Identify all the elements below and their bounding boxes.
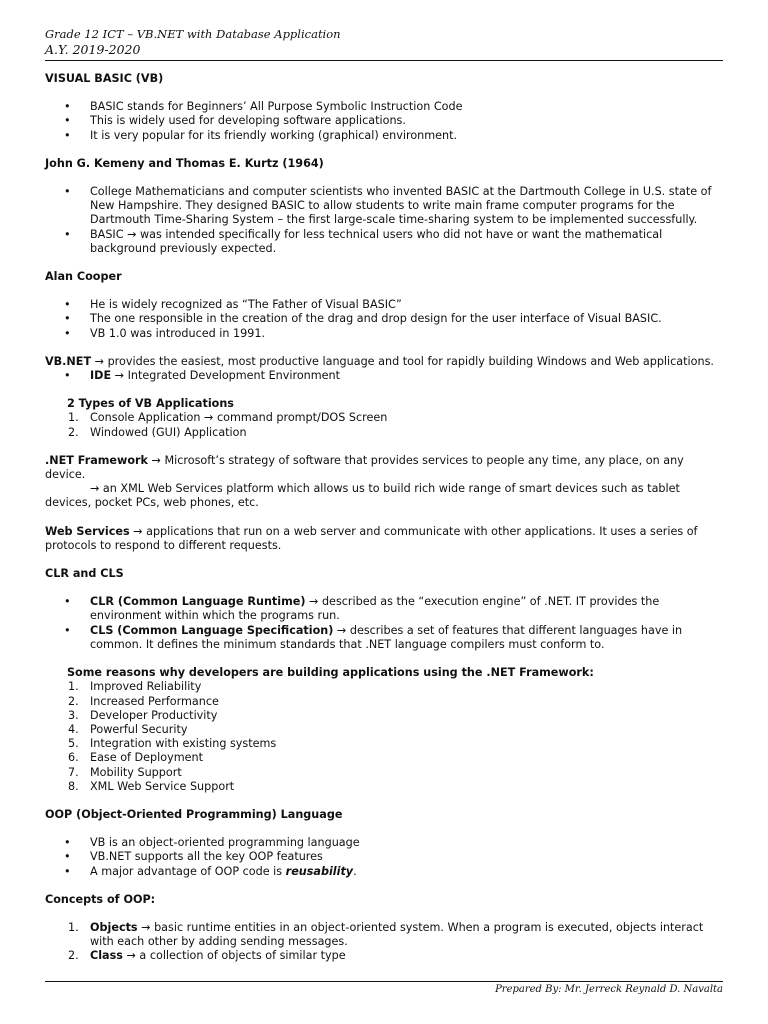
document-page (45, 0, 723, 1024)
list-item: 2. Class → a collection of objects of similar type (68, 949, 346, 963)
header-academic-year: A.Y. 2019-2020 (45, 42, 141, 57)
netfw-description: → Microsoft’s strategy of software that provides services to people any time, any place, on any device. (45, 453, 684, 482)
netfw-definition-2-cont: devices, pocket PCs, web phones, etc. (45, 496, 259, 510)
list-item: 2. Windowed (GUI) Application (68, 425, 247, 439)
netfw-definition-2 (45, 482, 723, 496)
section-kemeny-kurtz-title: John G. Kemeny and Thomas E. Kurtz (1964) (45, 156, 324, 170)
list-item: • BASIC stands for Beginners’ All Purpose Symbolic Instruction Code (45, 100, 723, 114)
list-item: • VB is an object-oriented programming language (45, 836, 723, 850)
section-oop-title: OOP (Object-Oriented Programming) Language (45, 807, 343, 821)
vbnet-description: → provides the easiest, most productive language and tool for rapidly building Windows and Web applications. (91, 354, 714, 368)
ide-term: IDE (90, 369, 112, 383)
list-item: 3. Developer Productivity (68, 708, 218, 722)
kemeny-bullet-list (45, 185, 723, 256)
header-rule (45, 60, 723, 61)
footer-rule (45, 981, 723, 982)
web-services-term: Web Services (45, 524, 130, 538)
reasons-numbered-list (45, 680, 723, 794)
header-course-title: Grade 12 ICT – VB.NET with Database Application (45, 27, 341, 41)
vbnet-bullet-list (45, 369, 723, 383)
list-item: 4. Powerful Security (68, 722, 188, 736)
list-item: 1. Objects → basic runtime entities in an object-oriented system. When a program is executed, objects interact with each other by adding sending messages. (68, 920, 704, 949)
clr-description: → described as the “execution engine” of .NET. IT provides the environment within which the programs run. (90, 595, 660, 623)
list-item: • VB.NET supports all the key OOP features (45, 850, 723, 864)
cooper-bullet-list (45, 298, 723, 341)
cls-term: CLS (Common Language Specification) (90, 623, 334, 637)
section-visual-basic-title: VISUAL BASIC (VB) (45, 72, 164, 85)
section-clr-cls-title: CLR and CLS (45, 567, 124, 581)
list-item (45, 624, 723, 652)
list-item: • College Mathematicians and computer scientists who invented BASIC at the Dartmouth College in U.S. state of New Hampshire. They designed BASIC to allow students to write main frame computer programs for the Dartmouth Time-Sharing System – the first large-scale time-sharing system to be implemented successfully. (45, 185, 723, 228)
class-term: Class (90, 949, 123, 963)
list-item: 2. Increased Performance (68, 694, 219, 708)
netfw-term: .NET Framework (45, 453, 148, 467)
reasons-title: Some reasons why developers are building applications using the .NET Framework: (67, 666, 594, 680)
oop-bullet-list (45, 836, 723, 879)
objects-term: Objects (90, 920, 138, 934)
types-title: 2 Types of VB Applications (67, 397, 234, 411)
list-item: • BASIC → was intended specifically for less technical users who did not have or want the mathematical background previously expected. (45, 228, 723, 256)
list-item: 7. Mobility Support (68, 765, 182, 779)
list-item: 1. Console Application → command prompt/DOS Screen (68, 411, 388, 425)
cls-description: → describes a set of features that different languages have in common. It defines the minimum standards that .NET language compilers must conform to. (90, 623, 683, 651)
list-item (45, 369, 723, 383)
objects-description: → basic runtime entities in an object-oriented system. When a program is executed, objects interact with each other by adding sending messages. (90, 920, 704, 949)
list-item: • VB 1.0 was introduced in 1991. (45, 327, 723, 341)
list-item: • A major advantage of OOP code is reusability. (45, 865, 723, 879)
vb-bullet-list (45, 100, 723, 143)
netfw-definition (45, 454, 723, 482)
list-item: • This is widely used for developing software applications. (45, 114, 723, 128)
section-alan-cooper-title: Alan Cooper (45, 270, 122, 284)
list-item: 6. Ease of Deployment (68, 751, 203, 765)
list-item: • The one responsible in the creation of the drag and drop design for the user interface of Visual BASIC. (45, 312, 723, 326)
list-item: • He is widely recognized as “The Father of Visual BASIC” (45, 298, 723, 312)
list-item: 8. XML Web Service Support (68, 779, 235, 793)
web-services-description: → applications that run on a web server and communicate with other applications. It uses a series of protocols to respond to different requests. (45, 524, 698, 552)
ide-description: → Integrated Development Environment (111, 369, 341, 383)
section-concepts-title: Concepts of OOP: (45, 892, 156, 906)
web-services-definition (45, 525, 723, 553)
footer-prepared-by: Prepared By: Mr. Jerreck Reynald D. Navalta (495, 984, 723, 995)
reusability-emphasis: reusability (285, 864, 354, 878)
class-description: → a collection of objects of similar type (122, 949, 346, 963)
clr-cls-bullet-list (45, 595, 723, 652)
vbnet-term: VB.NET (45, 354, 92, 368)
types-numbered-list (45, 411, 723, 439)
vbnet-definition (45, 355, 723, 369)
list-item: 5. Integration with existing systems (68, 737, 277, 751)
list-item (45, 595, 723, 623)
list-item: 1. Improved Reliability (68, 680, 202, 694)
concepts-numbered-list (45, 921, 723, 964)
document-header (45, 27, 341, 57)
list-item: • It is very popular for its friendly working (graphical) environment. (45, 129, 723, 143)
document-body (45, 72, 723, 964)
clr-term: CLR (Common Language Runtime) (90, 595, 306, 609)
netfw-description-2: → an XML Web Services platform which allows us to build rich wide range of smart devices such as tablet (90, 482, 680, 496)
